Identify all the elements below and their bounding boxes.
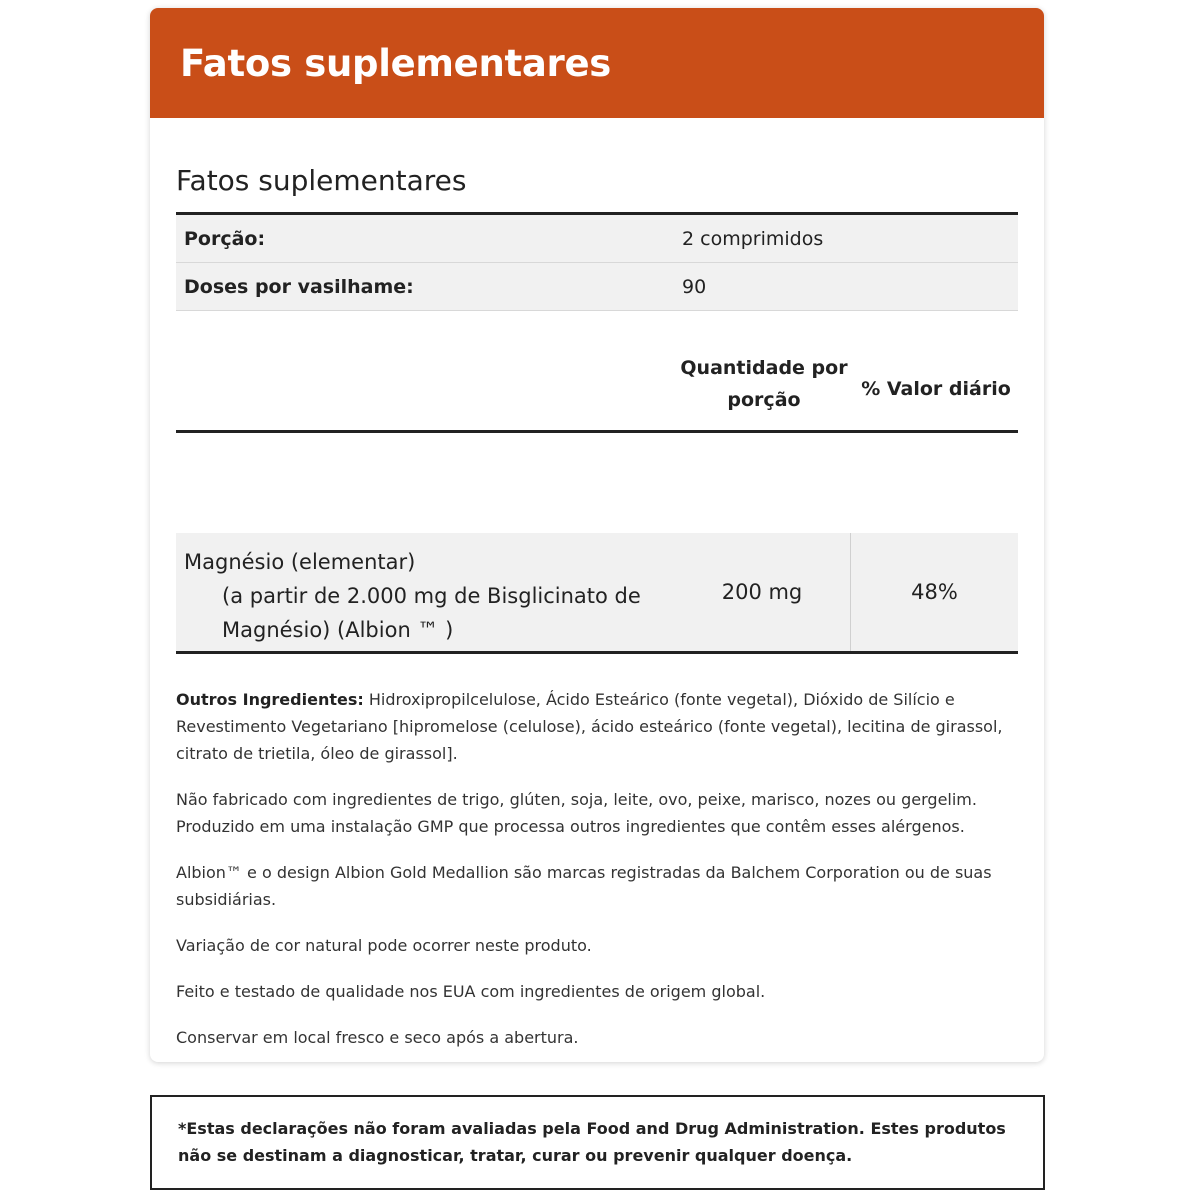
made-in-usa-note: Feito e testado de qualidade nos EUA com ingredientes de origem global. (176, 982, 766, 1001)
serving-size-label: Porção: (184, 227, 266, 250)
trademark-note: Albion™ e o design Albion Gold Medallion são marcas registradas da Balchem Corporation ou de suas subsidiárias. (176, 863, 992, 909)
header-title: Fatos suplementares (180, 41, 612, 85)
nutrient-name-column-header (176, 348, 674, 430)
nutrient-source-line1: (a partir de 2.000 mg de Bisglicinato de (222, 584, 641, 608)
card-header (150, 8, 1044, 118)
daily-value-column-header: % Valor diário (861, 378, 1011, 400)
amount-header-line1: Quantidade por (680, 357, 848, 379)
other-ingredients (176, 686, 1006, 767)
serving-table (176, 212, 1018, 311)
nutrient-source-line2: Magnésio) (Albion ™ ) (222, 618, 454, 642)
other-ingredients-text: Hidroxipropilcelulose, Ácido Esteárico (fonte vegetal), Dióxido de Silício e Revestimento Vegetariano [hipromelose (celulose), ácido esteárico (fonte vegetal), lecitina de girassol, citrato de trietila, óleo de girassol]. (176, 690, 1003, 763)
storage-note: Conservar em local fresco e seco após a abertura. (176, 1028, 579, 1047)
nutrient-name-cell (176, 533, 674, 651)
nutrient-daily-value: 48% (911, 580, 958, 604)
allergen-note: Não fabricado com ingredientes de trigo, glúten, soja, leite, ovo, peixe, marisco, nozes ou gergelim. Produzido em uma instalação GMP que processa outros ingredientes que contêm esses alérgenos. (176, 790, 977, 836)
nutrient-amount: 200 mg (674, 533, 851, 651)
serving-size-value: 2 comprimidos (682, 227, 824, 250)
color-variation-note: Variação de cor natural pode ocorrer neste produto. (176, 936, 592, 955)
serving-row (176, 263, 1018, 311)
table-row (176, 533, 1018, 654)
servings-per-container-value: 90 (682, 275, 707, 298)
amount-header-line2: porção (727, 389, 801, 411)
other-ingredients-label: Outros Ingredientes: (176, 690, 364, 709)
fda-disclaimer: *Estas declarações não foram avaliadas pela Food and Drug Administration. Estes produtos não se destinam a diagnosticar, tratar, curar ou prevenir qualquer doença. (150, 1095, 1045, 1190)
serving-row (176, 215, 1018, 263)
amount-column-header (674, 348, 854, 430)
section-title: Fatos suplementares (176, 164, 467, 197)
nutrient-name: Magnésio (elementar) (184, 550, 416, 574)
supplement-facts-card (150, 8, 1044, 1062)
nutrient-table-header (176, 348, 1018, 433)
notes-section (176, 686, 1006, 1062)
servings-per-container-label: Doses por vasilhame: (184, 275, 414, 298)
